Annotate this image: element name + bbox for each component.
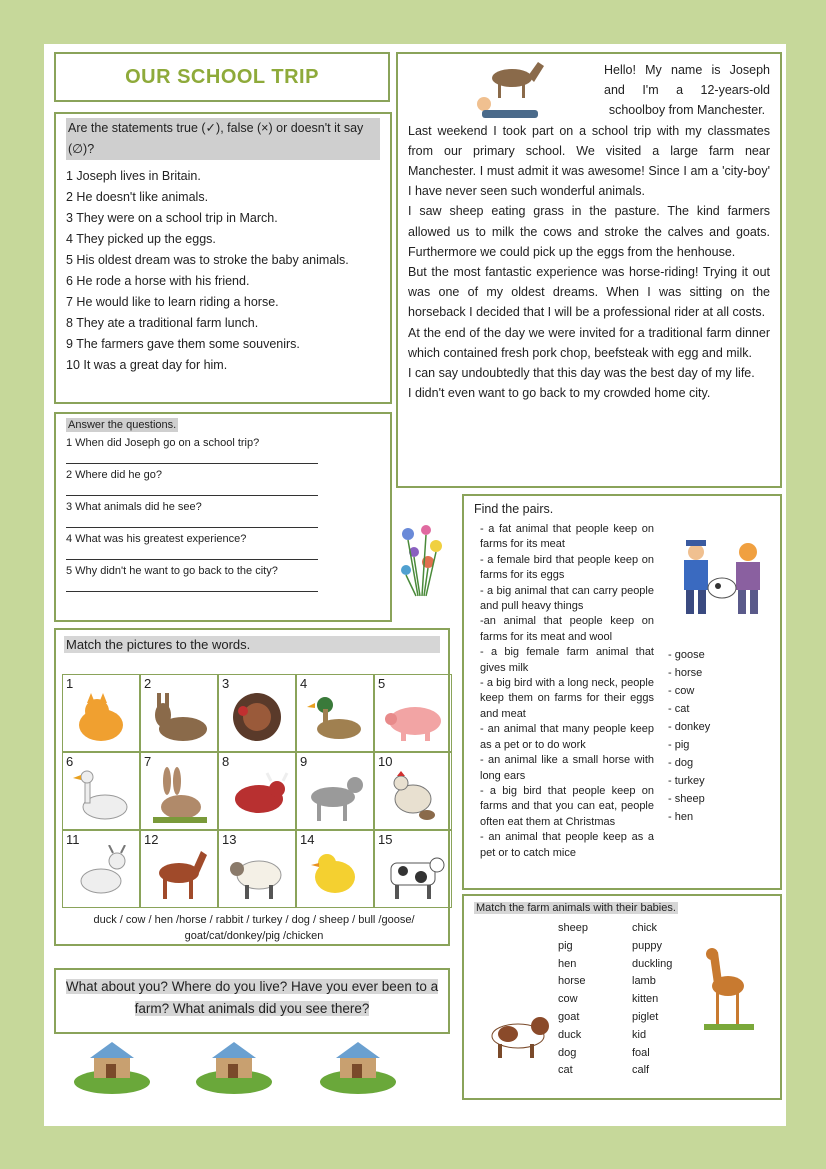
pig-icon [383,689,445,747]
answer-word: - goose [668,649,705,661]
definition-item: - a big bird that people keep on farms and that you can eat, people often eat them at Christmas [480,784,654,828]
picture-cell [374,752,452,830]
cat-icon [71,689,133,747]
find-pairs-section [462,494,782,890]
worksheet-page [44,44,786,1126]
adult-animal: dog [558,1046,577,1059]
picture-number: 9 [300,754,308,769]
answer-line[interactable] [66,481,318,496]
picture-cell [62,830,140,908]
about-you-prompt: What about you? Where do you live? Have you ever been to a farm? What animals did you see there? [65,979,439,1016]
baby-animal: kid [632,1028,647,1041]
true-false-section [54,112,392,404]
foal-icon [704,936,754,1032]
answer-word: - horse [668,667,703,679]
farmers-icon [670,538,776,620]
answer-word: - donkey [668,721,711,733]
baby-animal: calf [632,1064,650,1077]
baby-animal: piglet [632,1010,659,1023]
picture-number: 12 [144,832,159,847]
dog-icon [305,767,367,825]
statement-item: 9 The farmers gave them some souvenirs. [66,337,300,351]
question-item: 5 Why didn't he want to go back to the city? [66,565,278,577]
duck-icon [305,689,367,747]
chick-icon [305,845,367,903]
story-paragraph: But the most fantastic experience was horse-riding! Trying it out was one of my oldest dreams. When I was sitting on the horseback I decided that I will be a professional rider at all costs. [408,265,770,320]
picture-number: 15 [378,832,393,847]
picture-number: 14 [300,832,315,847]
question-item: 4 What was his greatest experience? [66,533,247,545]
adult-animal: duck [558,1028,582,1041]
picture-cell [218,752,296,830]
statement-item: 4 They picked up the eggs. [66,232,216,246]
true-false-header: Are the statements true (✓), false (×) or doesn't it say (∅)? [66,118,380,160]
definition-item: - an animal like a small horse with long ears [480,754,654,782]
picture-number: 4 [300,676,308,691]
rabbit-icon [149,767,211,825]
story-paragraph: I didn't even want to go back to my crowded home city. [408,386,711,401]
picture-number: 8 [222,754,230,769]
baby-animal: foal [632,1046,650,1059]
statement-item: 7 He would like to learn riding a horse. [66,295,279,309]
statement-item: 1 Joseph lives in Britain. [66,169,201,183]
question-item: 1 When did Joseph go on a school trip? [66,437,260,449]
farmhouse-icon [72,1038,152,1094]
answer-line[interactable] [66,545,318,560]
about-you-section [54,968,450,1034]
baby-animal: lamb [632,975,656,988]
answer-word: - pig [668,739,690,751]
definition-item: -an animal that people keep on farms for its meat and wool [480,615,654,643]
statement-item: 3 They were on a school trip in March. [66,211,278,225]
farmhouse-icon [318,1038,398,1094]
picture-number: 11 [66,832,80,847]
match-pictures-section [54,628,450,946]
story-paragraph: Last weekend I took part on a school trip with my classmates from our primary school. We visited a large farm near Manchester. I must admit it was awesome! Since I am a 'city-boy' I have never seen such wonderful animals. [408,123,770,199]
adult-animal: horse [558,975,586,988]
donkey-icon [149,689,211,747]
definition-item: - a big animal that can carry people and pull heavy things [480,584,654,613]
picture-cell [296,674,374,752]
story-paragraph: At the end of the day we were invited for a traditional farm dinner which contained fresh pork chop, beefsteak with egg and milk. [408,325,770,360]
statement-item: 8 They ate a traditional farm lunch. [66,316,259,330]
picture-cell [140,752,218,830]
animal-babies-header: Match the farm animals with their babies. [476,902,676,914]
adult-animal: pig [558,939,573,952]
questions-section [54,412,392,622]
horse-and-boy-icon [472,58,558,124]
definition-item: - a female bird that people keep on farms for its eggs [480,553,654,582]
answer-line[interactable] [66,577,318,592]
baby-animal: kitten [632,993,659,1006]
picture-cell [374,830,452,908]
page-title: OUR SCHOOL TRIP [54,52,390,102]
adult-animal: hen [558,957,577,970]
adult-animals-list [558,920,588,1080]
question-item: 3 What animals did he see? [66,501,202,513]
statement-item: 5 His oldest dream was to stroke the baby animals. [66,253,349,267]
picture-number: 13 [222,832,237,847]
questions-header: Answer the questions. [68,419,177,431]
horse-icon [149,845,211,903]
story-paragraph: I can say undoubtedly that this day was the best day of my life. [408,366,755,381]
picture-cell [140,830,218,908]
story-paragraph: I saw sheep eating grass in the pasture. The kind farmers allowed us to milk the cows and stroke the calves and goats. Furthermore we could pick up the eggs from the henhouse. [408,204,770,259]
statement-item: 10 It was a great day for him. [66,358,228,372]
sheep-icon [227,845,289,903]
story-section [396,52,782,488]
picture-number: 2 [144,676,152,691]
picture-number: 6 [66,754,74,769]
answer-word: - hen [668,811,694,823]
cow-icon [383,845,445,903]
picture-cell [62,752,140,830]
picture-number: 1 [66,676,74,691]
picture-number: 3 [222,676,230,691]
picture-cell [296,752,374,830]
definition-item: - a big bird with a long neck, people keep them on farms for their eggs and meat [480,677,654,720]
picture-cell [218,674,296,752]
baby-animal: chick [632,922,658,934]
chicken-icon [383,767,445,825]
answer-word: - dog [668,757,694,769]
farmhouse-icon [194,1038,274,1094]
picture-cell [374,674,452,752]
picture-cell [62,674,140,752]
goat-icon [71,845,133,903]
adult-animal: cow [558,993,578,1006]
statement-item: 2 He doesn't like animals. [66,190,209,204]
definition-item: - an animal that many people keep as a pet or to do work [480,723,654,751]
picture-number: 5 [378,676,386,691]
answer-word: - turkey [668,775,705,787]
definition-item: - a fat animal that people keep on farms for its meat [480,523,654,551]
picture-cell [218,830,296,908]
baby-animal: duckling [632,957,673,970]
baby-animal: puppy [632,939,662,952]
picture-cell [140,674,218,752]
statement-item: 6 He rode a horse with his friend. [66,274,250,288]
answer-line[interactable] [66,513,318,528]
adult-animal: goat [558,1010,580,1023]
flowers-icon [396,522,448,602]
match-pictures-header: Match the pictures to the words. [64,636,440,653]
answer-word: - cat [668,703,690,715]
adult-animal: sheep [558,922,588,934]
picture-number: 10 [378,754,393,769]
turkey-icon [227,689,289,747]
find-pairs-header: Find the pairs. [474,502,554,516]
word-bank: duck / cow / hen /horse / rabbit / turkey / dog / sheep / bull /goose/ goat/cat/donkey/pig /chicken [93,914,415,942]
picture-number: 7 [144,754,152,769]
animal-babies-section [462,894,782,1100]
answer-word: - cow [668,685,695,697]
picture-cell [296,830,374,908]
answer-word: - sheep [668,793,705,805]
story-intro: Hello! My name is Joseph and I'm a 12-years-old schoolboy from Manchester. [604,63,770,118]
answer-line[interactable] [66,449,318,464]
adult-animal: cat [558,1064,573,1077]
goose-icon [71,767,133,825]
question-item: 2 Where did he go? [66,469,163,481]
definition-item: - an animal that people keep as a pet or to catch mice [480,831,654,859]
definition-item: - a big female farm animal that gives milk [480,646,654,674]
definitions-list [480,522,654,861]
bull-icon [227,767,289,825]
answers-list [668,646,710,826]
dog-icon [478,1006,554,1062]
baby-animals-list [632,920,672,1080]
